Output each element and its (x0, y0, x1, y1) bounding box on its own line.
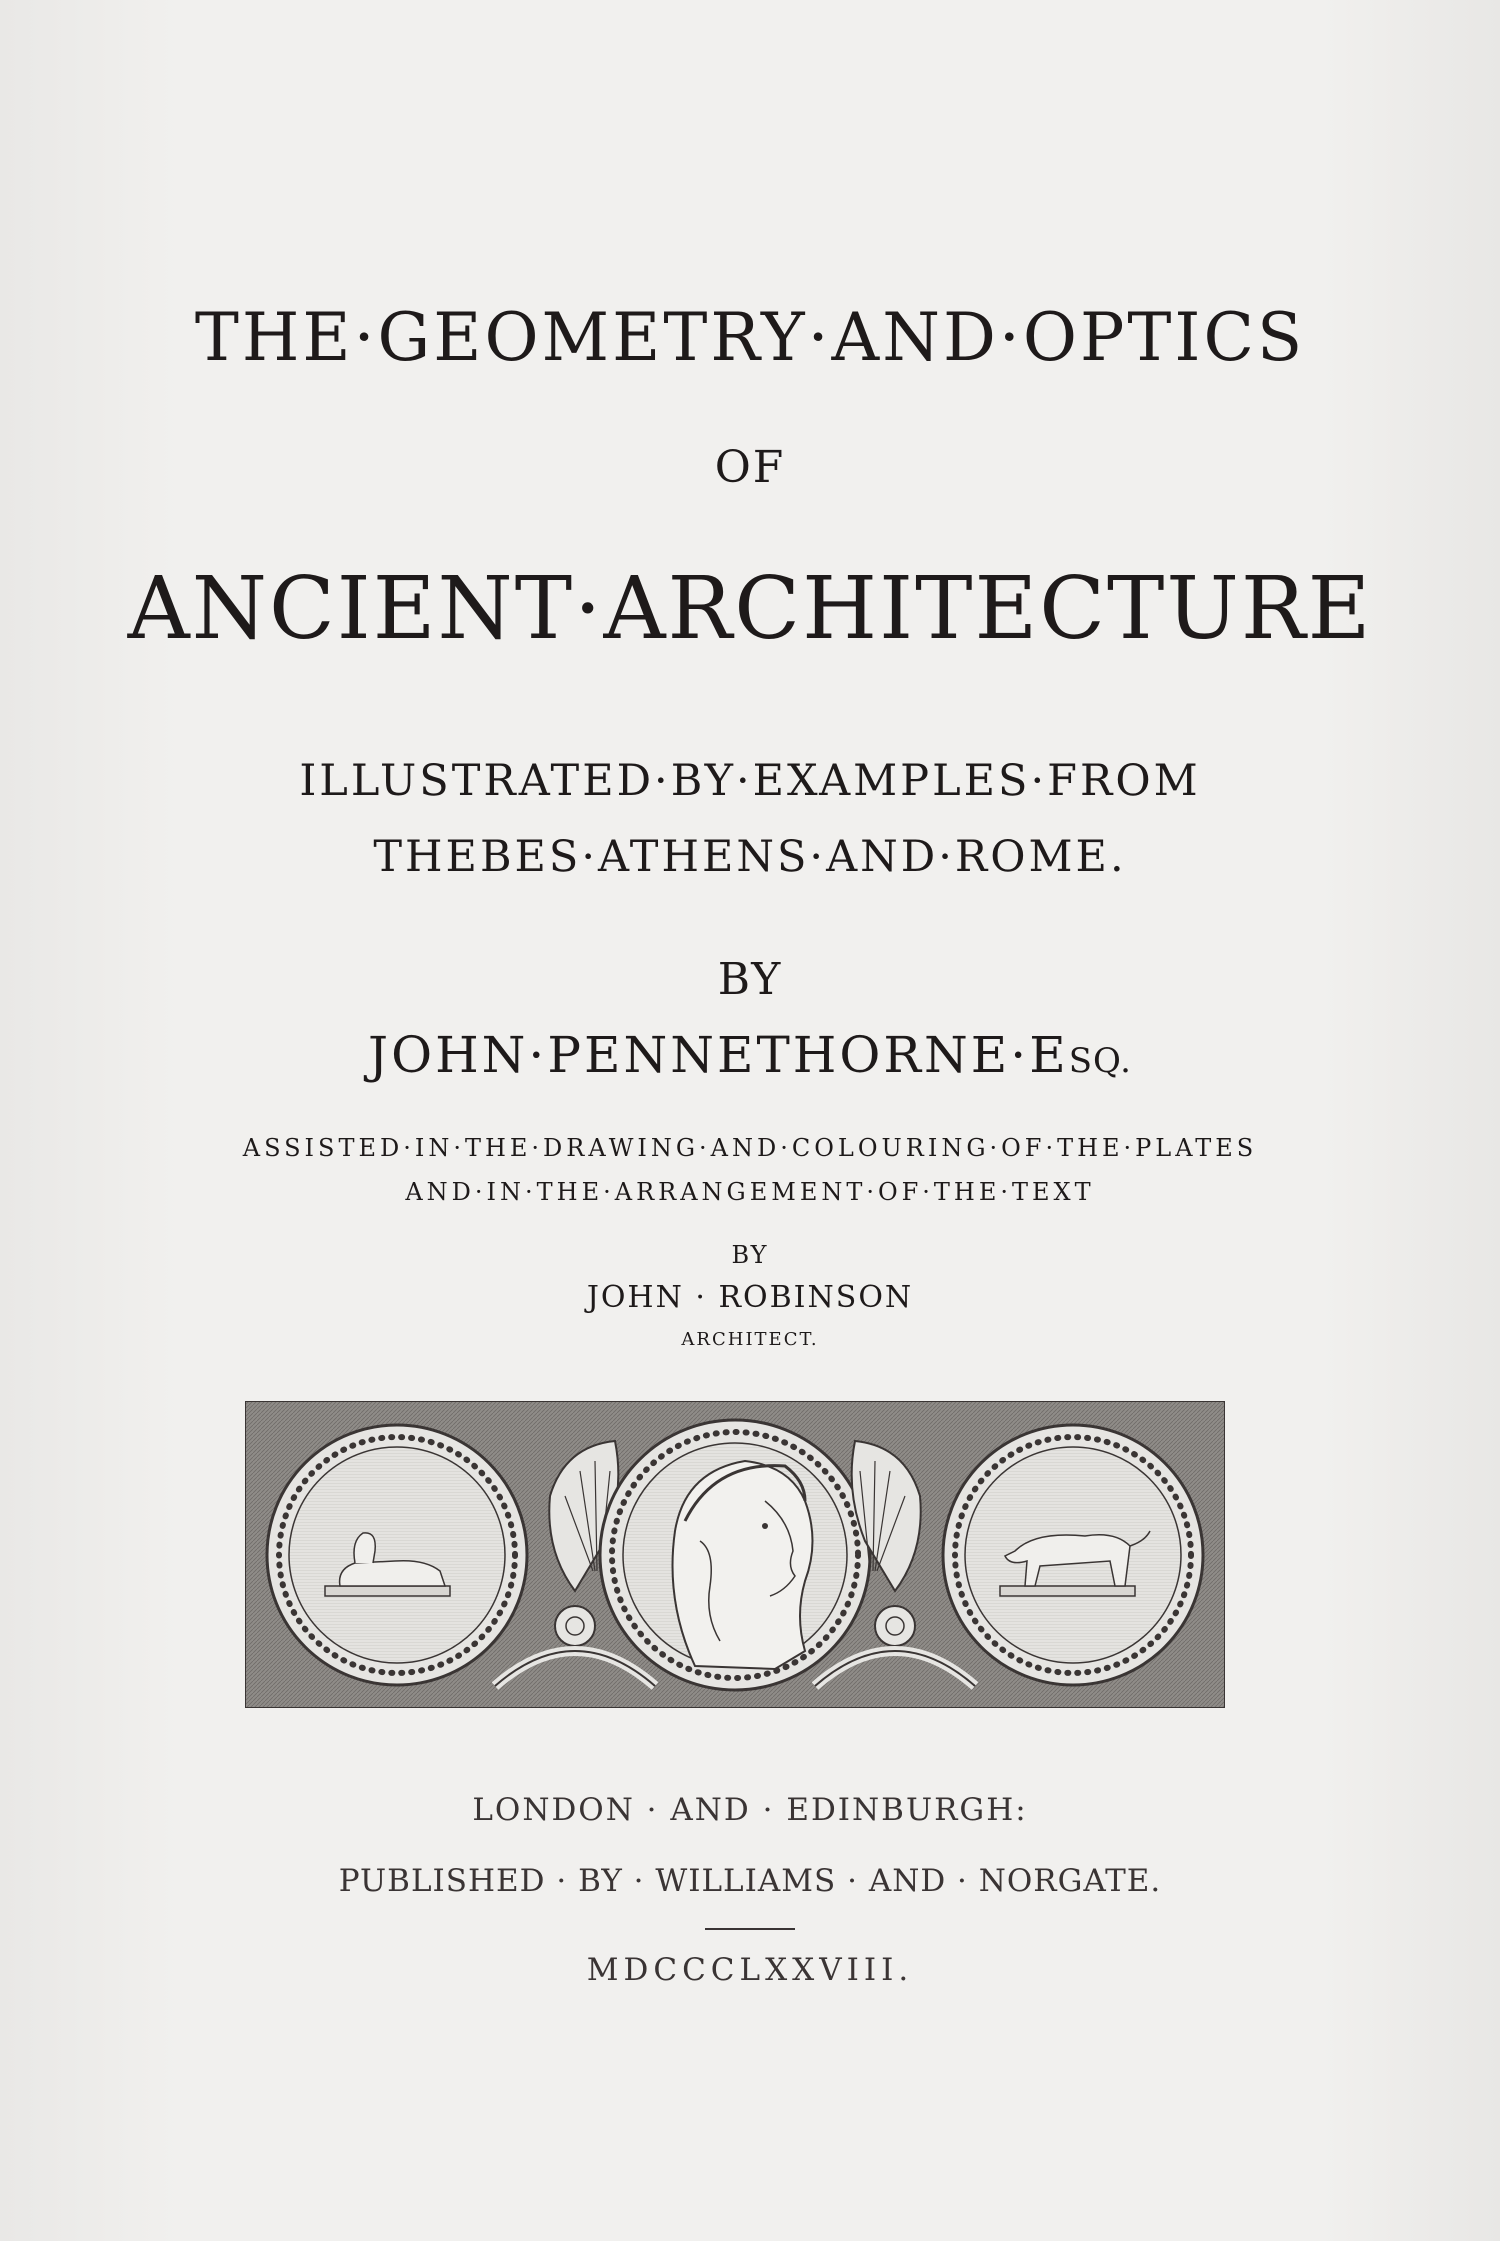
assistance-line-1: ASSISTED·IN·THE·DRAWING·AND·COLOURING·OF·THE·PLATES (242, 1134, 1258, 1162)
assistance-line-2: AND·IN·THE·ARRANGEMENT·OF·THE·TEXT (405, 1178, 1095, 1206)
author-suffix: SQ. (1068, 1041, 1132, 1081)
title-line-2: ANCIENT·ARCHITECTURE (127, 559, 1373, 659)
divider (705, 1928, 795, 1930)
byline-by: BY (717, 954, 783, 1005)
imprint-date: MDCCCLXXVIII. (586, 1952, 914, 1988)
subtitle-line-2: THEBES·ATHENS·AND·ROME. (373, 832, 1127, 882)
imprint-place: LONDON · AND · EDINBURGH: (472, 1792, 1028, 1828)
engraved-frieze (245, 1401, 1225, 1708)
subtitle-line-1: ILLUSTRATED·BY·EXAMPLES·FROM (299, 756, 1201, 806)
author-main: JOHN·PENNETHORNE·E (368, 1026, 1069, 1084)
wolf-medallion-icon (943, 1425, 1203, 1685)
assistance-by: BY (731, 1241, 769, 1269)
title-of: OF (714, 442, 786, 493)
assistant-role: ARCHITECT. (681, 1329, 819, 1350)
sphinx-medallion-icon (267, 1425, 527, 1685)
athena-head-medallion-icon (600, 1420, 870, 1690)
title-line-1: THE·GEOMETRY·AND·OPTICS (194, 299, 1306, 376)
author-name (0, 1026, 1500, 1084)
assistant-name: JOHN · ROBINSON (586, 1280, 914, 1315)
imprint-publisher: PUBLISHED · BY · WILLIAMS · AND · NORGATE. (338, 1863, 1162, 1899)
